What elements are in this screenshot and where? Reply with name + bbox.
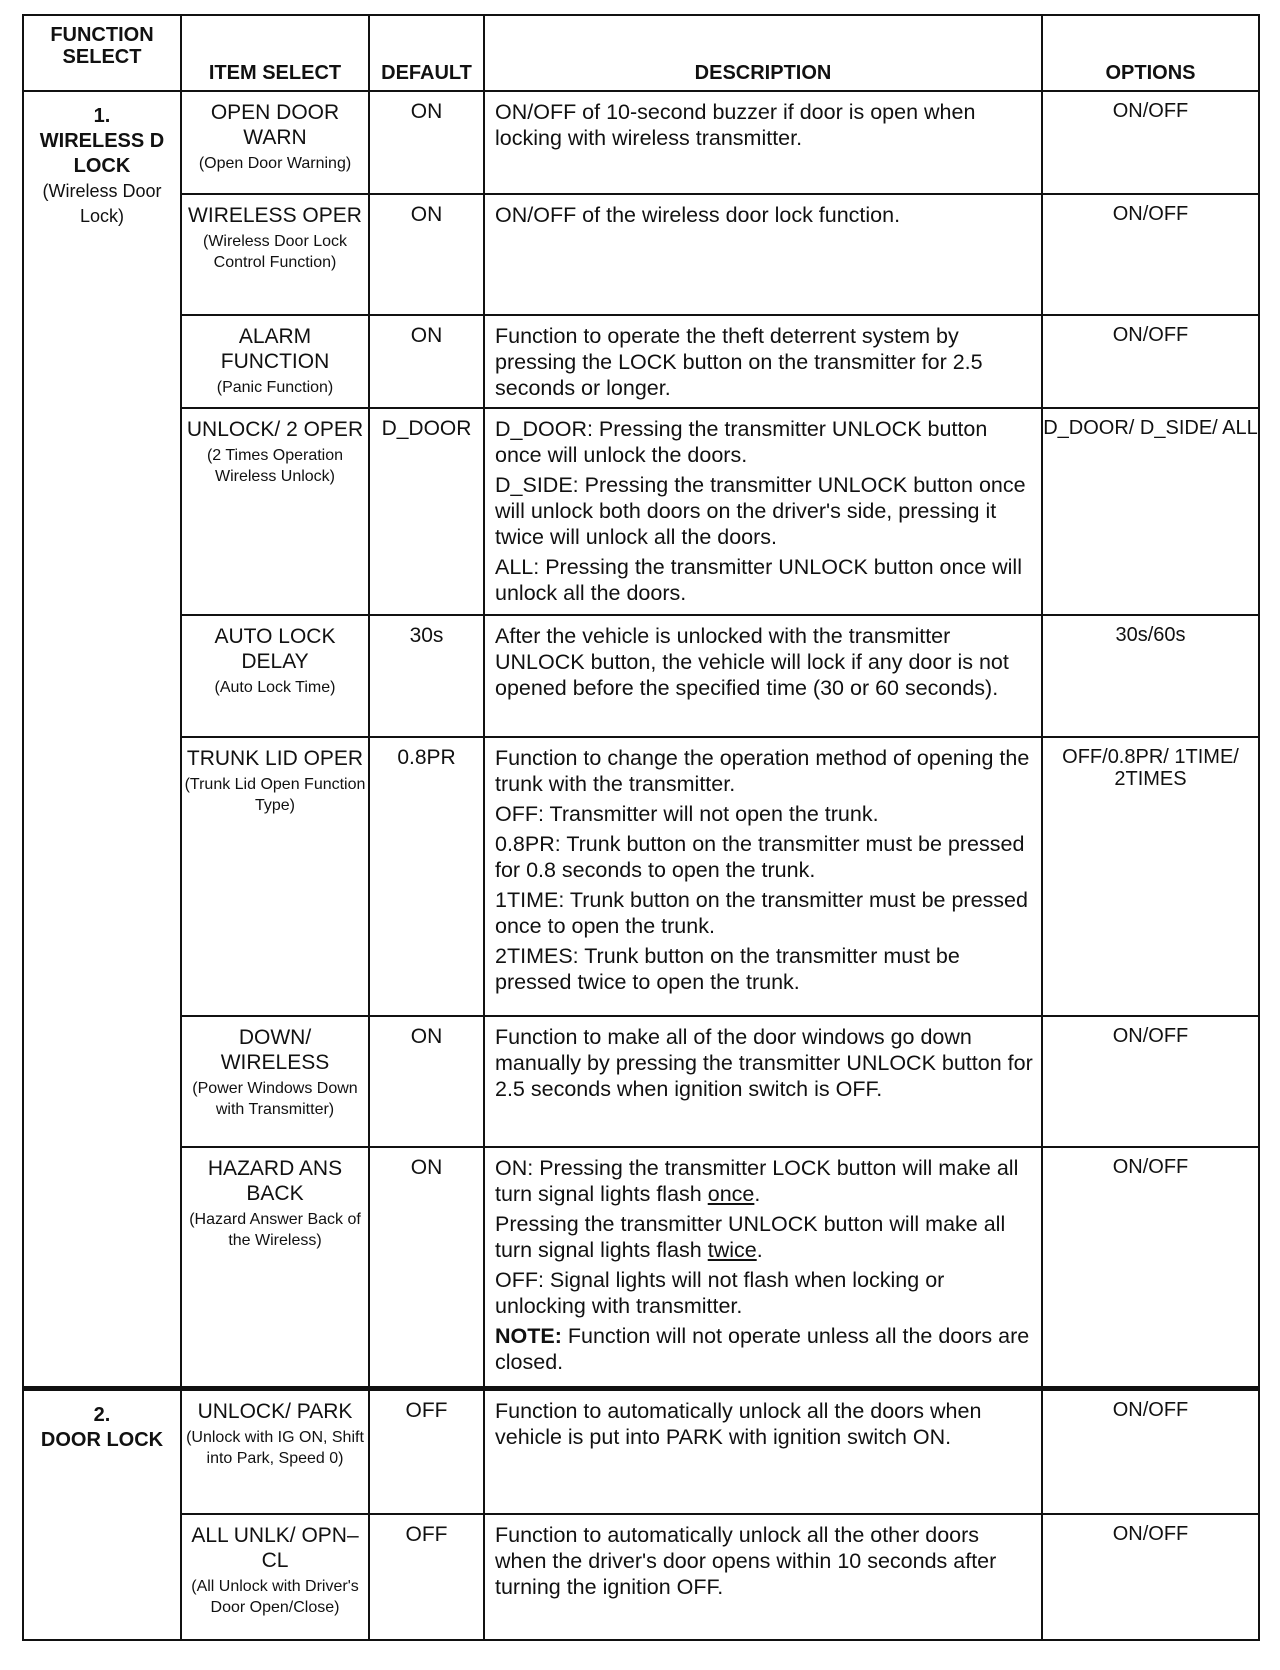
table-row (23, 1388, 1259, 1514)
table-row (23, 315, 1259, 408)
item-cell (181, 737, 369, 1016)
table-row (23, 737, 1259, 1016)
item-subtitle: (All Unlock with Driver's Door Open/Close) (191, 1578, 359, 1616)
item-name: WIRELESS OPER (188, 204, 362, 227)
item-cell (181, 408, 369, 615)
default-value: ON (369, 315, 484, 408)
item-name: ALL UNLK/ OPN–CL (191, 1524, 359, 1572)
table-row (23, 1514, 1259, 1640)
header-description: DESCRIPTION (484, 15, 1042, 91)
description-cell (484, 615, 1042, 737)
description-cell (484, 315, 1042, 408)
item-name: DOWN/ WIRELESS (220, 1026, 330, 1074)
description-cell (484, 408, 1042, 615)
options-value: ON/OFF (1042, 315, 1259, 408)
item-cell (181, 1388, 369, 1514)
default-value: ON (369, 194, 484, 315)
header-row (23, 15, 1259, 91)
description-cell (484, 91, 1042, 194)
item-subtitle: (Open Door Warning) (198, 155, 352, 172)
description-cell (484, 194, 1042, 315)
function-number: 1. (93, 105, 111, 127)
description-text: 2TIMES: Trunk button on the transmitter must be pressed twice to open the trunk. (495, 944, 960, 994)
description-text: After the vehicle is unlocked with the transmitter UNLOCK button, the vehicle will lock if any door is not opened before the specified time (30 or 60 seconds). (495, 624, 1009, 700)
function-select-table (22, 14, 1260, 1641)
options-value: ON/OFF (1042, 1016, 1259, 1147)
description-text: Function to change the operation method of opening the trunk with the transmitter. (495, 746, 1030, 796)
default-value: ON (369, 1016, 484, 1147)
item-subtitle: (2 Times Operation Wireless Unlock) (206, 447, 344, 485)
function-group-door-lock (23, 1388, 181, 1640)
description-text: ON: Pressing the transmitter LOCK button will make all turn signal lights flash once. (495, 1156, 1019, 1206)
item-subtitle: (Panic Function) (216, 379, 334, 396)
function-number: 2. (93, 1403, 111, 1426)
options-value: ON/OFF (1042, 194, 1259, 315)
function-name: DOOR LOCK (40, 1428, 164, 1451)
description-text: D_SIDE: Pressing the transmitter UNLOCK button once will unlock both doors on the driver's side, pressing it twice will unlock all the doors. (495, 473, 1026, 549)
header-default: DEFAULT (369, 15, 484, 91)
default-value: 30s (369, 615, 484, 737)
item-name: TRUNK LID OPER (186, 747, 364, 770)
options-value: ON/OFF (1042, 1388, 1259, 1514)
function-note: (Wireless Door Lock) (42, 181, 162, 226)
description-text: D_DOOR: Pressing the transmitter UNLOCK button once will unlock the doors. (495, 417, 988, 467)
description-text: Function to make all of the door windows go down manually by pressing the transmitter UNLOCK button for 2.5 seconds when ignition switch is OFF. (495, 1025, 1033, 1101)
default-value: OFF (369, 1514, 484, 1640)
description-cell (484, 1514, 1042, 1640)
item-cell (181, 91, 369, 194)
default-value: ON (369, 1147, 484, 1388)
item-cell (181, 615, 369, 737)
table-row (23, 408, 1259, 615)
default-value: OFF (369, 1388, 484, 1514)
description-text: Pressing the transmitter UNLOCK button will make all turn signal lights flash twice. (495, 1212, 1006, 1262)
options-value: OFF/0.8PR/ 1TIME/ 2TIMES (1042, 737, 1259, 1016)
description-cell (484, 1388, 1042, 1514)
header-function-select: FUNCTION SELECT (23, 15, 181, 91)
item-cell (181, 194, 369, 315)
item-cell (181, 315, 369, 408)
item-subtitle: (Unlock with IG ON, Shift into Park, Speed 0) (186, 1428, 364, 1467)
item-name: OPEN DOOR WARN (210, 101, 340, 149)
default-value: ON (369, 91, 484, 194)
description-text: 0.8PR: Trunk button on the transmitter must be pressed for 0.8 seconds to open the trunk. (495, 832, 1025, 882)
description-text: OFF: Transmitter will not open the trunk. (495, 802, 879, 826)
description-cell (484, 737, 1042, 1016)
item-subtitle: (Hazard Answer Back of the Wireless) (189, 1211, 361, 1249)
table-row (23, 194, 1259, 315)
item-cell (181, 1016, 369, 1147)
function-settings-sheet (22, 14, 1258, 1641)
item-cell (181, 1514, 369, 1640)
table-row (23, 1147, 1259, 1388)
description-text: Function to automatically unlock all the other doors when the driver's door opens within 10 seconds after turning the ignition OFF. (495, 1523, 997, 1599)
item-name: AUTO LOCK DELAY (214, 625, 336, 673)
description-text: 1TIME: Trunk button on the transmitter must be pressed once to open the trunk. (495, 888, 1028, 938)
description-text: OFF: Signal lights will not flash when locking or unlocking with transmitter. (495, 1268, 945, 1318)
options-value: ON/OFF (1042, 1514, 1259, 1640)
options-value: D_DOOR/ D_SIDE/ ALL (1042, 408, 1259, 615)
options-value: ON/OFF (1042, 91, 1259, 194)
item-subtitle: (Trunk Lid Open Function Type) (184, 776, 366, 814)
header-options: OPTIONS (1042, 15, 1259, 91)
table-row (23, 1016, 1259, 1147)
description-text: Function to operate the theft deterrent system by pressing the LOCK button on the transmitter for 2.5 seconds or longer. (495, 324, 983, 400)
item-subtitle: (Power Windows Down with Transmitter) (192, 1080, 358, 1118)
options-value: ON/OFF (1042, 1147, 1259, 1388)
item-subtitle: (Auto Lock Time) (214, 679, 336, 696)
table-row (23, 615, 1259, 737)
description-cell (484, 1147, 1042, 1388)
item-name: HAZARD ANS BACK (207, 1157, 343, 1205)
item-name: ALARM FUNCTION (220, 325, 330, 373)
item-name: UNLOCK/ PARK (197, 1399, 353, 1423)
description-text: ALL: Pressing the transmitter UNLOCK button once will unlock all the doors. (495, 555, 1022, 605)
header-item-select: ITEM SELECT (181, 15, 369, 91)
description-text: Function to automatically unlock all the doors when vehicle is put into PARK with ignition switch ON. (495, 1398, 982, 1449)
item-cell (181, 1147, 369, 1388)
description-text: ON/OFF of the wireless door lock function. (495, 203, 901, 227)
options-value: 30s/60s (1042, 615, 1259, 737)
item-subtitle: (Wireless Door Lock Control Function) (202, 233, 348, 271)
default-value: D_DOOR (369, 408, 484, 615)
description-cell (484, 1016, 1042, 1147)
description-text: ON/OFF of 10-second buzzer if door is open when locking with wireless transmitter. (495, 100, 976, 150)
function-name: WIRELESS D LOCK (39, 130, 165, 177)
description-note: NOTE: Function will not operate unless all the doors are closed. (495, 1324, 1030, 1374)
table-row (23, 91, 1259, 194)
default-value: 0.8PR (369, 737, 484, 1016)
function-group-wireless-d-lock (23, 91, 181, 1388)
item-name: UNLOCK/ 2 OPER (186, 418, 364, 441)
